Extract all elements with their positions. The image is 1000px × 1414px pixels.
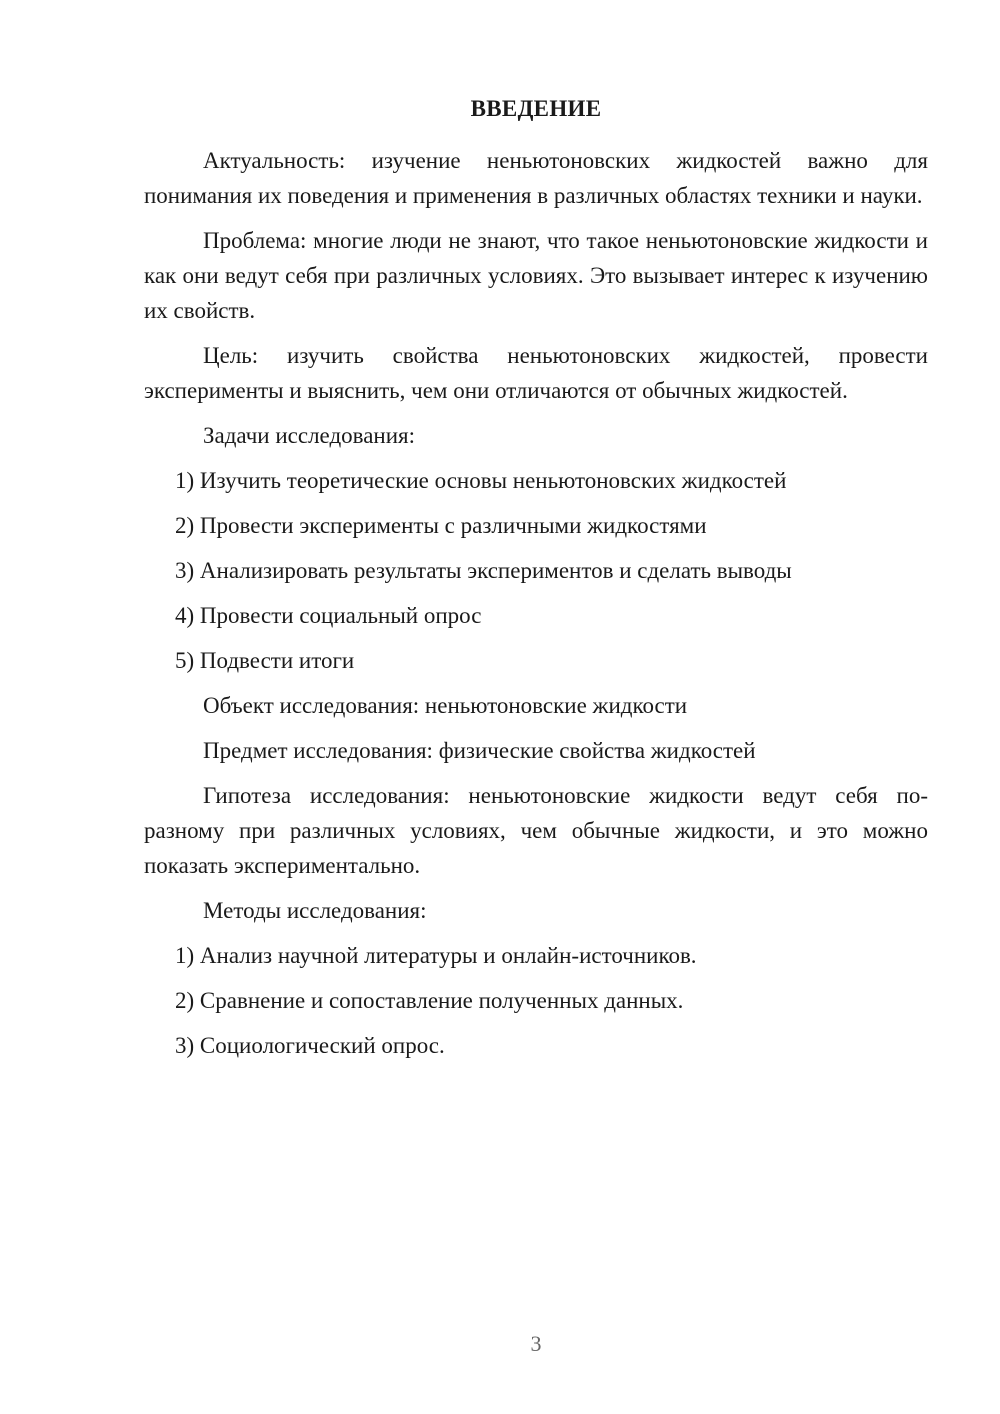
goal-paragraph: Цель: изучить свойства неньютоновских жидкостей, провести эксперименты и выяснить, чем они отличаются от обычных жидкостей. [144,343,928,403]
method-item: 1) Анализ научной литературы и онлайн-источников. [175,943,697,968]
task-item: 4) Провести социальный опрос [175,603,482,628]
task-item: 3) Анализировать результаты экспериментов и сделать выводы [175,558,792,583]
relevance-paragraph: Актуальность: изучение неньютоновских жидкостей важно для понимания их поведения и применения в различных областях техники и науки. [144,148,928,208]
page-number: 3 [530,1331,542,1356]
problem-paragraph: Проблема: многие люди не знают, что такое неньютоновские жидкости и как они ведут себя при различных условиях. Это вызывает интерес к изучению их свойств. [144,228,928,323]
task-item: 2) Провести эксперименты с различными жидкостями [175,513,707,538]
page-title: ВВЕДЕНИЕ [470,96,602,121]
methods-heading: Методы исследования: [203,898,427,923]
object-line: Объект исследования: неньютоновские жидкости [203,693,688,718]
method-item: 2) Сравнение и сопоставление полученных данных. [175,988,684,1013]
hypothesis-paragraph: Гипотеза исследования: неньютоновские жидкости ведут себя по-разному при различных условиях, чем обычные жидкости, и это можно показать экспериментально. [144,783,928,878]
method-item: 3) Социологический опрос. [175,1033,445,1058]
task-item: 5) Подвести итоги [175,648,355,673]
subject-line: Предмет исследования: физические свойства жидкостей [203,738,756,763]
document-body [144,143,928,1073]
tasks-heading: Задачи исследования: [203,423,416,448]
task-item: 1) Изучить теоретические основы неньютоновских жидкостей [175,468,787,493]
